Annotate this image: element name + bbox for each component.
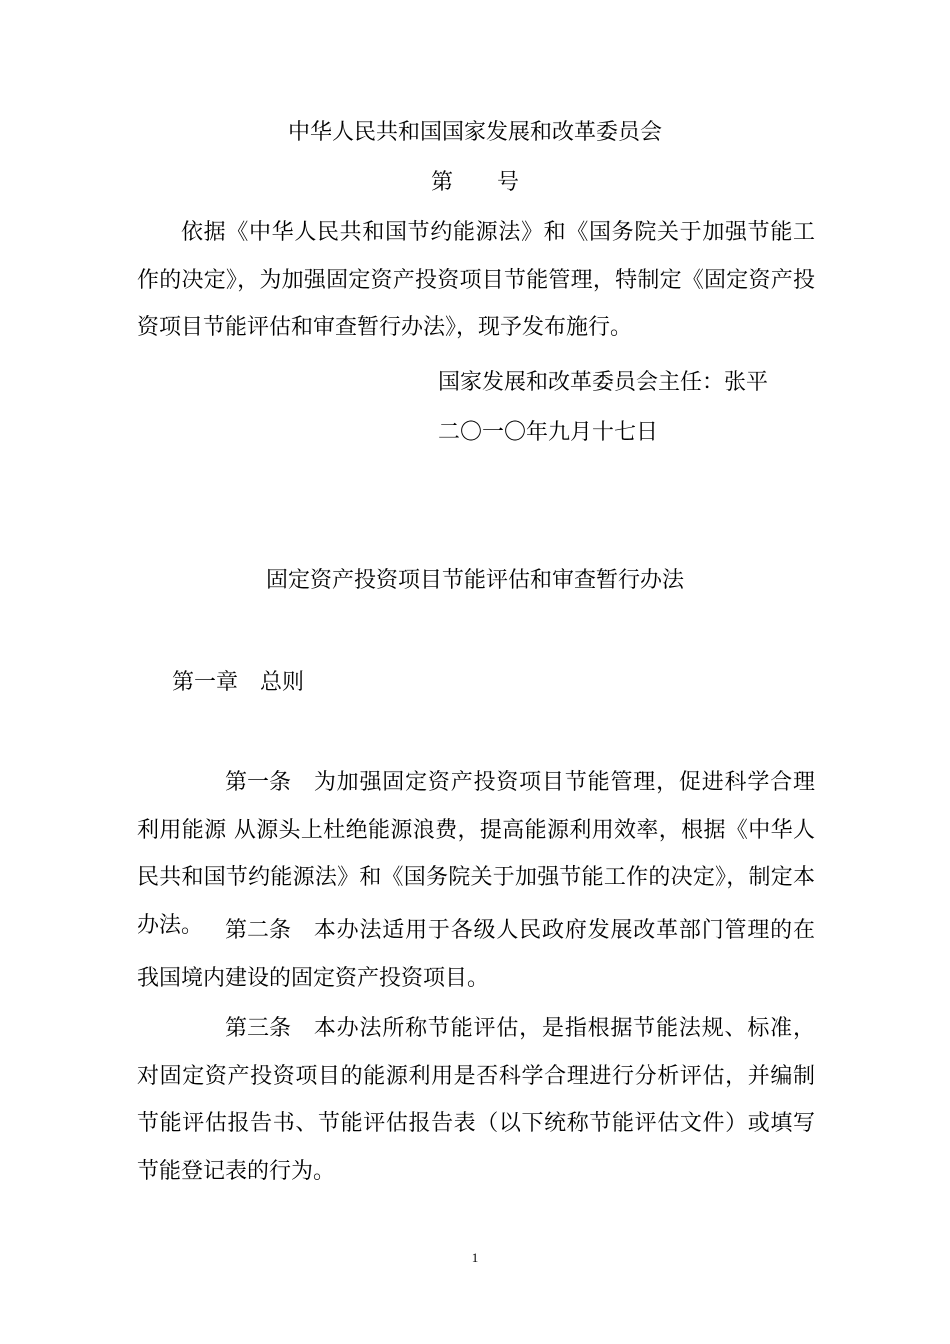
article-number: 第二条 (225, 918, 292, 943)
article-text: 本办法适用于各级人民政府发展改革部门管理的在我国境内建设的固定资产投资项目。 (137, 918, 815, 991)
order-number: 第 号 (430, 170, 519, 195)
chapter-heading (172, 668, 304, 698)
decree-paragraph: 依据《中华人民共和国节约能源法》和《国务院关于加强节能工作的决定》，为加强固定资产投资项目节能管理，特制定《固定资产投资项目节能评估和审查暂行办法》，现予发布施行。 (137, 220, 815, 340)
article-text: 为加强固定资产投资项目节能管理，促进科学合理利用能源 从源头上杜绝能源浪费，提高能源利用效率，根据《中华人民共和国节约能源法》和《国务院关于加强节能工作的决定》，制定本办法。 (137, 770, 815, 938)
article-paragraph-2 (137, 907, 815, 1002)
page-number: 1 (471, 1250, 479, 1265)
issuer-heading: 中华人民共和国国家发展和改革委员会 (287, 120, 662, 145)
chapter-title: 总则 (260, 670, 305, 695)
article-number: 第三条 (225, 1016, 292, 1041)
article-paragraph-3 (137, 1005, 815, 1195)
chapter-number: 第一章 (172, 670, 239, 695)
article-text: 本办法所称节能评估，是指根据节能法规、标准，对固定资产投资项目的能源利用是否科学合理进行分析评估，并编制节能评估报告书、节能评估报告表（以下统称节能评估文件）或填写节能登记表的行为。 (137, 1016, 815, 1184)
document-title: 固定资产投资项目节能评估和审查暂行办法 (265, 568, 684, 593)
signature-line: 国家发展和改革委员会主任：张平 (438, 370, 769, 395)
article-number: 第一条 (225, 770, 292, 795)
decree-date: 二〇一〇年九月十七日 (438, 420, 659, 445)
